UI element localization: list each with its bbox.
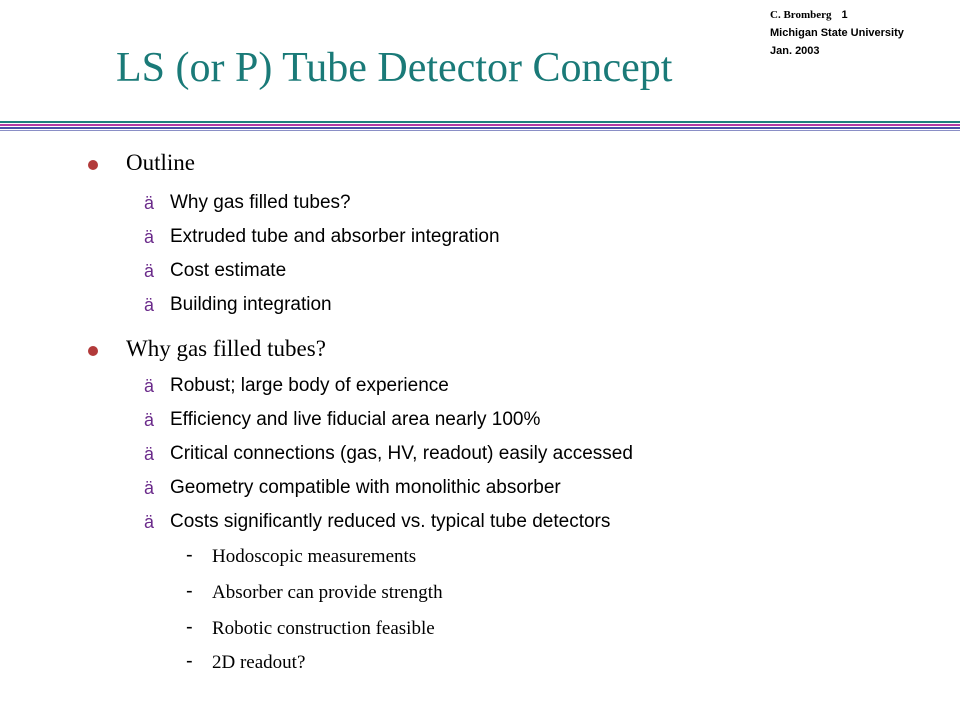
- outline-heading: Outline: [126, 150, 195, 175]
- cost-subitem: Robotic construction feasible: [212, 618, 435, 639]
- why-item: Efficiency and live fiducial area nearly 100%: [170, 409, 541, 430]
- why-bullet-icon: [88, 346, 98, 356]
- title-rule-teal: [0, 121, 960, 123]
- dash-bullet-icon: -: [186, 580, 193, 602]
- sub-bullet-icon: ä: [144, 295, 155, 315]
- title-rule-light: [0, 130, 960, 131]
- cost-subitem: 2D readout?: [212, 652, 306, 673]
- why-item: Geometry compatible with monolithic absorber: [170, 477, 561, 498]
- why-item: Costs significantly reduced vs. typical tube detectors: [170, 511, 611, 532]
- cost-subitem: Hodoscopic measurements: [212, 546, 417, 567]
- sub-bullet-icon: ä: [144, 227, 155, 247]
- title-rule-magenta: [0, 124, 960, 126]
- sub-bullet-icon: ä: [144, 193, 155, 213]
- why-heading: Why gas filled tubes?: [126, 336, 326, 361]
- outline-bullet-icon: [88, 160, 98, 170]
- dash-bullet-icon: -: [186, 616, 193, 638]
- cost-subitem: Absorber can provide strength: [212, 582, 443, 603]
- page-number: 1: [841, 9, 848, 21]
- slide-header-info: [770, 6, 904, 60]
- sub-bullet-icon: ä: [144, 376, 155, 396]
- sub-bullet-icon: ä: [144, 478, 155, 498]
- author-name: C. Bromberg: [770, 9, 832, 21]
- outline-item: Building integration: [170, 294, 332, 315]
- title-rule-blue: [0, 127, 960, 129]
- why-item: Robust; large body of experience: [170, 375, 449, 396]
- header-author-line: [770, 6, 904, 24]
- date: Jan. 2003: [770, 45, 820, 57]
- why-item: Critical connections (gas, HV, readout) easily accessed: [170, 443, 633, 464]
- dash-bullet-icon: -: [186, 650, 193, 672]
- sub-bullet-icon: ä: [144, 261, 155, 281]
- sub-bullet-icon: ä: [144, 444, 155, 464]
- sub-bullet-icon: ä: [144, 410, 155, 430]
- institution: Michigan State University: [770, 27, 904, 39]
- dash-bullet-icon: -: [186, 544, 193, 566]
- sub-bullet-icon: ä: [144, 512, 155, 532]
- slide-title: LS (or P) Tube Detector Concept: [116, 45, 673, 91]
- outline-item: Why gas filled tubes?: [170, 192, 351, 213]
- outline-item: Extruded tube and absorber integration: [170, 226, 500, 247]
- outline-item: Cost estimate: [170, 260, 287, 281]
